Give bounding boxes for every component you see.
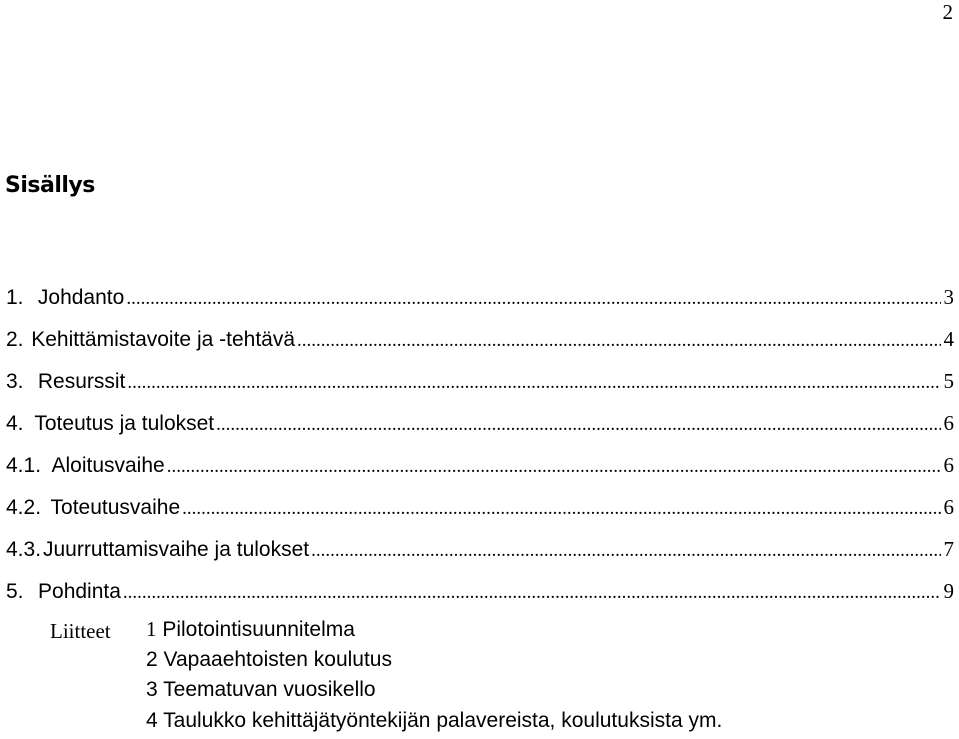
toc-heading: Sisällys	[5, 173, 95, 198]
toc-entry-page: 6	[944, 411, 955, 436]
toc-entry-number: 1.	[6, 286, 38, 310]
toc-entry-number: 4.3.	[6, 538, 43, 562]
toc-leader-dots	[297, 330, 940, 352]
toc-entry-number: 2.	[6, 328, 31, 352]
toc-entry-page: 4	[944, 327, 955, 352]
page-number: 2	[943, 0, 954, 25]
attachment-number: 3	[146, 678, 158, 701]
toc-entry-number: 5.	[6, 580, 38, 604]
attachment-item	[146, 678, 946, 709]
toc-leader-dots	[127, 372, 940, 394]
attachment-title: Vapaaehtoisten koulutus	[164, 648, 392, 671]
toc-entry-juurruttamisvaihe[interactable]	[6, 537, 954, 579]
toc-entry-toteutusvaihe[interactable]	[6, 495, 954, 537]
attachment-title: Teematuvan vuosikello	[163, 678, 375, 701]
toc-entry-kehittamistavoite[interactable]	[6, 327, 954, 369]
toc-entry-page: 6	[944, 453, 955, 478]
toc-entry-pohdinta[interactable]	[6, 579, 954, 621]
toc-entry-page: 9	[944, 579, 955, 604]
attachment-number: 2	[146, 648, 158, 671]
toc-entry-page: 7	[944, 537, 955, 562]
attachment-title: Pilotointisuunnitelma	[162, 618, 355, 641]
toc-leader-dots	[182, 498, 940, 520]
attachment-number: 4	[146, 709, 158, 732]
attachment-number: 1	[146, 617, 157, 641]
toc-entry-title: Juurruttamisvaihe ja tulokset	[43, 538, 309, 562]
attachment-item	[146, 648, 946, 679]
toc-entry-title: Pohdinta	[38, 580, 121, 604]
attachment-item	[146, 709, 946, 739]
attachment-title: Taulukko kehittäjätyöntekijän palavereista, koulutuksista ym.	[163, 709, 722, 732]
toc-entry-number: 4.	[6, 412, 34, 436]
toc-entry-toteutus[interactable]	[6, 411, 954, 453]
toc-entry-number: 4.2.	[6, 496, 51, 520]
toc-entry-title: Aloitusvaihe	[51, 454, 164, 478]
toc-leader-dots	[123, 582, 941, 604]
toc-leader-dots	[126, 288, 940, 310]
table-of-contents	[6, 285, 954, 621]
toc-entry-title: Johdanto	[38, 286, 124, 310]
toc-entry-number: 3.	[6, 370, 38, 394]
toc-entry-number: 4.1.	[6, 454, 51, 478]
toc-entry-page: 3	[944, 285, 955, 310]
toc-entry-title: Resurssit	[38, 370, 126, 394]
toc-leader-dots	[216, 414, 940, 436]
toc-entry-aloitusvaihe[interactable]	[6, 453, 954, 495]
toc-leader-dots	[167, 456, 941, 478]
toc-entry-johdanto[interactable]	[6, 285, 954, 327]
toc-leader-dots	[311, 540, 940, 562]
toc-entry-title: Toteutus ja tulokset	[34, 412, 214, 436]
toc-entry-resurssit[interactable]	[6, 369, 954, 411]
attachment-list	[146, 617, 946, 739]
toc-entry-page: 6	[944, 495, 955, 520]
toc-entry-page: 5	[944, 369, 955, 394]
toc-entry-title: Kehittämistavoite ja -tehtävä	[31, 328, 295, 352]
toc-entry-title: Toteutusvaihe	[51, 496, 181, 520]
attachments-label: Liitteet	[50, 619, 111, 644]
attachment-item	[146, 617, 946, 648]
